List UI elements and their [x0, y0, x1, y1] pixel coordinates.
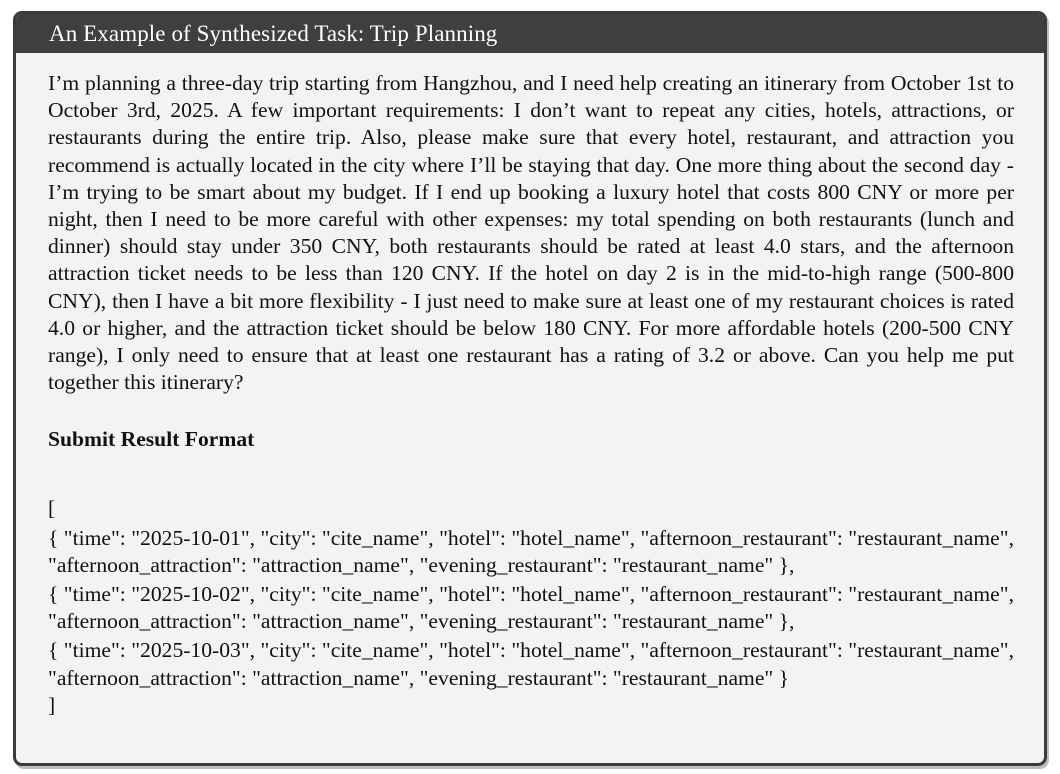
- submit-format-title: Submit Result Format: [48, 427, 255, 452]
- submit-format-code: [48, 495, 1014, 719]
- task-example-box: [13, 11, 1047, 766]
- result-entry-day-3: { "time": "2025-10-03", "city": "cite_name", "hotel": "hotel_name", "afternoon_restaurant": "restaurant_name", "afternoon_attraction": "attraction_name", "evening_restaurant": "restaurant_name" }: [48, 638, 1014, 690]
- task-prompt-text: I’m planning a three-day trip starting from Hangzhou, and I need help creating an itinerary from October 1st to October 3rd, 2025. A few important requirements: I don’t want to repeat any cities, hotels, attractions, or restaurants during the entire trip. Also, please make sure that every hotel, restaurant, and attraction you recommend is actually located in the city where I’ll be staying that day. One more thing about the second day - I’m trying to be smart about my budget. If I end up booking a luxury hotel that costs 800 CNY or more per night, then I need to be more careful with other expenses: my total spending on both restaurants (lunch and dinner) should stay under 350 CNY, both restaurants should be rated at least 4.0 stars, and the afternoon attraction ticket needs to be less than 120 CNY. If the hotel on day 2 is in the mid-to-high range (500-800 CNY), then I have a bit more flexibility - I just need to make sure at least one of my restaurant choices is rated 4.0 or higher, and the attraction ticket should be below 180 CNY. For more affordable hotels (200-500 CNY range), I only need to ensure that at least one restaurant has a rating of 3.2 or above. Can you help me put together this itinerary?: [48, 71, 1014, 395]
- box-title: An Example of Synthesized Task: Trip Planning: [16, 14, 1044, 53]
- box-body: [16, 53, 1044, 719]
- result-entry-day-2: { "time": "2025-10-02", "city": "cite_name", "hotel": "hotel_name", "afternoon_restaurant": "restaurant_name", "afternoon_attraction": "attraction_name", "evening_restaurant": "restaurant_name" },: [48, 582, 1014, 634]
- close-bracket: ]: [48, 692, 56, 717]
- open-bracket: [: [48, 496, 56, 521]
- result-entry-day-1: { "time": "2025-10-01", "city": "cite_name", "hotel": "hotel_name", "afternoon_restaurant": "restaurant_name", "afternoon_attraction": "attraction_name", "evening_restaurant": "restaurant_name" },: [48, 525, 1014, 577]
